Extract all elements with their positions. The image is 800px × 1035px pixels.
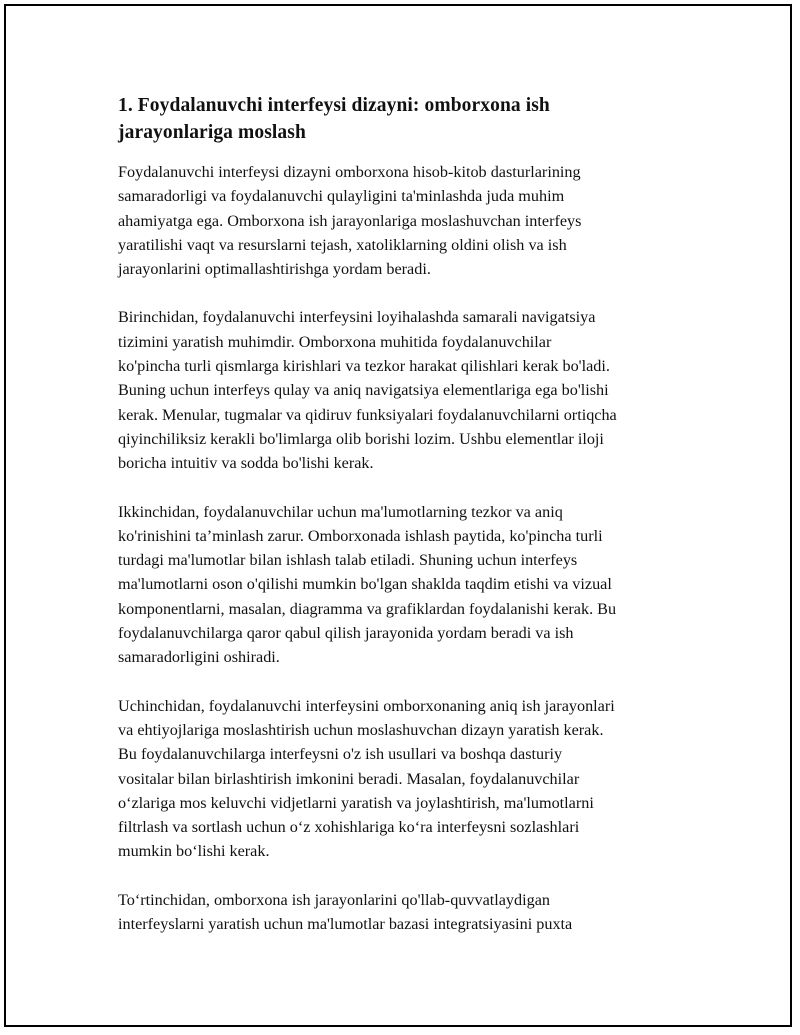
text-line: Ikkinchidan, foydalanuvchilar uchun ma'lumotlarning tezkor va aniq [118,502,563,521]
text-line: kerak. Menular, tugmalar va qidiruv funksiyalari foydalanuvchilarni ortiqcha [118,405,617,424]
text-line: Buning uchun interfeys qulay va aniq navigatsiya elementlariga ega bo'lishi [118,381,609,400]
text-line: samaradorligi va foydalanuvchi qulayligini ta'minlashda juda muhim [118,187,565,206]
text-line: yaratilishi vaqt va resurslarni tejash, xatoliklarning oldini olish va ish [118,235,567,254]
text-line: To‘rtinchidan, omborxona ish jarayonlarini qo'llab-quvvatlaydigan [118,890,550,909]
text-line: filtrlash va sortlash uchun o‘z xohishlariga ko‘ra interfeysni sozlashlari [118,818,580,837]
text-line: jarayonlarini optimallashtirishga yordam beradi. [118,260,431,279]
text-line: o‘zlariga mos keluvchi vidjetlarni yaratish va joylashtirish, ma'lumotlarni [118,793,594,812]
paragraph-second-point [118,500,688,670]
text-line: ma'lumotlarni oson o'qilishi mumkin bo'lgan shaklda taqdim etishi va vizual [118,575,612,594]
paragraph-intro [118,160,688,281]
text-line: Uchinchidan, foydalanuvchi interfeysini omborxonaning aniq ish jarayonlari [118,696,615,715]
paragraph-fourth-point [118,888,688,937]
text-line: Bu foydalanuvchilarga interfeysni o'z ish usullari va boshqa dasturiy [118,745,563,764]
text-line: va ehtiyojlariga moslashtirish uchun moslashuvchan dizayn yaratish kerak. [118,720,604,739]
text-line: turdagi ma'lumotlar bilan ishlash talab etiladi. Shuning uchun interfeys [118,551,578,570]
document-body [118,92,688,960]
text-line: foydalanuvchilarga qaror qabul qilish jarayonida yordam beradi va ish [118,624,574,643]
text-line: boricha intuitiv va sodda bo'lishi kerak. [118,454,374,473]
paragraph-first-point [118,305,688,475]
text-line: samaradorligini oshiradi. [118,648,280,667]
paragraph-third-point [118,694,688,864]
text-line: komponentlarni, masalan, diagramma va grafiklardan foydalanishi kerak. Bu [118,599,617,618]
text-line: interfeyslarni yaratish uchun ma'lumotlar bazasi integratsiyasini puxta [118,915,573,934]
text-line: qiyinchiliksiz kerakli bo'limlarga olib borishi lozim. Ushbu elementlar iloji [118,429,604,448]
text-line: vositalar bilan birlashtirish imkonini beradi. Masalan, foydalanuvchilar [118,769,580,788]
section-heading [118,92,688,146]
text-line: mumkin bo‘lishi kerak. [118,842,270,861]
text-line: ahamiyatga ega. Omborxona ish jarayonlariga moslashuvchan interfeys [118,211,582,230]
text-line: Foydalanuvchi interfeysi dizayni omborxona hisob-kitob dasturlarining [118,163,581,181]
heading-line: jarayonlariga moslash [118,122,306,143]
heading-line: 1. Foydalanuvchi interfeysi dizayni: omborxona ish [118,95,550,116]
text-line: tizimini yaratish muhimdir. Omborxona muhitida foydalanuvchilar [118,332,552,351]
text-line: Birinchidan, foydalanuvchi interfeysini loyihalashda samarali navigatsiya [118,308,596,327]
text-line: ko'pincha turli qismlarga kirishlari va tezkor harakat qilishlari kerak bo'ladi. [118,357,610,376]
text-line: ko'rinishini ta’minlash zarur. Omborxonada ishlash paytida, ko'pincha turli [118,526,603,545]
